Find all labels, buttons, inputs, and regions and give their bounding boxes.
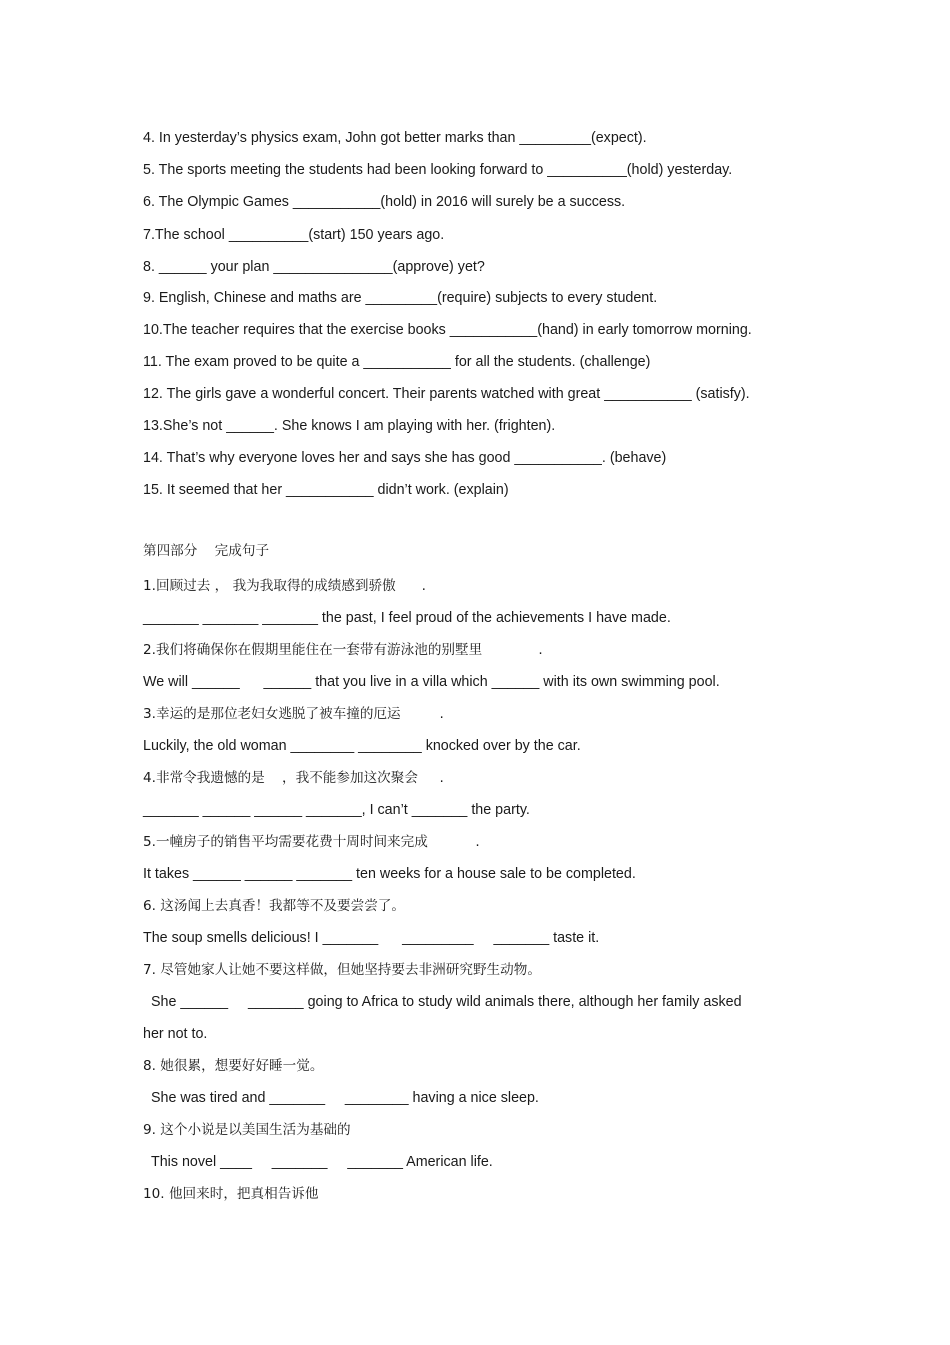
chinese-prompt: 6. 这汤闻上去真香！我都等不及要尝尝了。 (143, 898, 405, 914)
english-sentence: She ______ _______ going to Africa to study wild animals there, although her family asked (151, 994, 742, 1010)
chinese-prompt: 10. 他回来时，把真相告诉他 (143, 1186, 319, 1202)
english-sentence-continued: her not to. (143, 1026, 208, 1042)
exercise-item: 12. The girls gave a wonderful concert. Their parents watched with great ___________ (satisfy). (143, 386, 750, 402)
chinese-prompt: 7. 尽管她家人让她不要这样做，但她坚持要去非洲研究野生动物。 (143, 962, 541, 978)
exercise-item: 6. The Olympic Games ___________(hold) in 2016 will surely be a success. (143, 194, 626, 210)
chinese-prompt: 4.非常令我遗憾的是 ，我不能参加这次聚会 . (143, 770, 444, 786)
exercise-item: 10.The teacher requires that the exercise books ___________(hand) in early tomorrow morning. (143, 322, 752, 338)
exercise-item: 8. ______ your plan _______________(approve) yet? (143, 259, 485, 275)
chinese-prompt: 1.回顾过去 ， 我为我取得的成绩感到骄傲 . (143, 578, 426, 594)
exercise-item: 15. It seemed that her ___________ didn’t work. (explain) (143, 482, 509, 498)
chinese-prompt: 3.幸运的是那位老妇女逃脱了被车撞的厄运 . (143, 706, 444, 722)
exercise-item: 14. That’s why everyone loves her and says she has good ___________. (behave) (143, 450, 667, 466)
exercise-item: 9. English, Chinese and maths are _________(require) subjects to every student. (143, 290, 658, 306)
chinese-prompt: 8. 她很累，想要好好睡一觉。 (143, 1058, 324, 1074)
english-sentence: Luckily, the old woman ________ ________ knocked over by the car. (143, 738, 581, 754)
chinese-prompt: 9. 这个小说是以美国生活为基础的 (143, 1122, 351, 1138)
english-sentence: _______ ______ ______ _______, I can’t _______ the party. (143, 802, 530, 818)
exercise-item: 11. The exam proved to be quite a ___________ for all the students. (challenge) (143, 354, 651, 370)
english-sentence: This novel ____ _______ _______ American life. (151, 1154, 493, 1170)
exercise-item: 5. The sports meeting the students had been looking forward to __________(hold) yesterday. (143, 162, 733, 178)
chinese-prompt: 2.我们将确保你在假期里能住在一套带有游泳池的别墅里 . (143, 642, 543, 658)
exercise-item: 4. In yesterday’s physics exam, John got better marks than _________(expect). (143, 130, 647, 146)
english-sentence: She was tired and _______ ________ having a nice sleep. (151, 1090, 539, 1106)
english-sentence: _______ _______ _______ the past, I feel proud of the achievements I have made. (143, 610, 671, 626)
exercise-item: 7.The school __________(start) 150 years ago. (143, 227, 445, 243)
english-sentence: The soup smells delicious! I _______ _________ _______ taste it. (143, 930, 600, 946)
chinese-prompt: 5.一幢房子的销售平均需要花费十周时间来完成 . (143, 834, 480, 850)
exercise-item: 13.She’s not ______. She knows I am playing with her. (frighten). (143, 418, 556, 434)
english-sentence: We will ______ ______ that you live in a villa which ______ with its own swimming pool. (143, 674, 720, 690)
english-sentence: It takes ______ ______ _______ ten weeks for a house sale to be completed. (143, 866, 636, 882)
section-heading: 第四部分 完成句子 (143, 543, 270, 559)
